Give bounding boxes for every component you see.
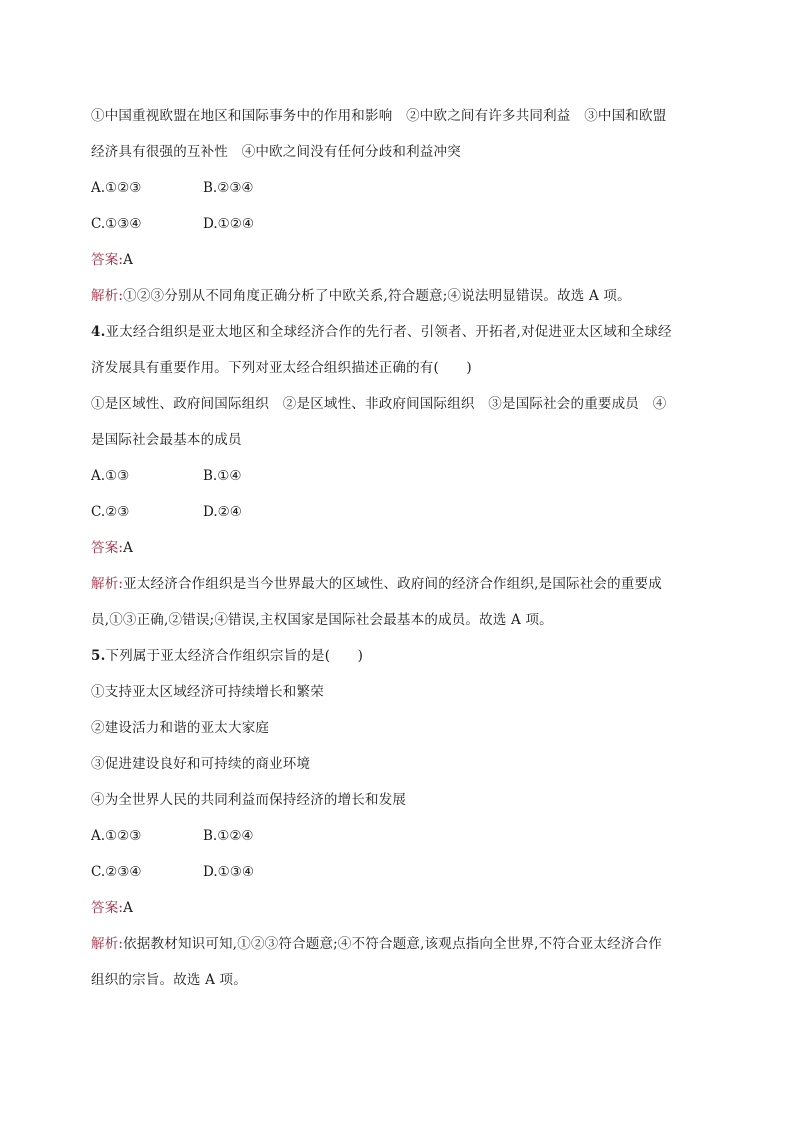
q4-answer-value: A (123, 540, 134, 556)
q4-statements-line-1: ①是区域性、政府间国际组织 ②是区域性、非政府间国际组织 ③是国际社会的重要成员 ④ (91, 396, 667, 412)
q4-analysis-text-1: 亚太经济合作组织是当今世界最大的区域性、政府间的经济合作组织,是国际社会的重要成 (123, 576, 662, 592)
q5-option-d: D.①③④ (203, 864, 254, 880)
q3-answer: 答案:A (91, 252, 134, 268)
q4-stem-line-1 (91, 314, 703, 350)
q5-stem (91, 638, 703, 674)
q4-answer: 答案:A (91, 540, 134, 556)
q5-statement-1: ①支持亚太区域经济可持续增长和繁荣 (91, 684, 324, 700)
q4-options-row-1 (91, 458, 703, 494)
q4-number: 4. (91, 324, 106, 340)
q5-analysis-line-1: 解析:依据教材知识可知,①②③符合题意;④不符合题意,该观点指向全世界,不符合亚太经济合作 (91, 936, 662, 952)
q4-option-d: D.②④ (203, 504, 242, 520)
q3-analysis: 解析:①②③分别从不同角度正确分析了中欧关系,符合题意;④说法明显错误。故选 A 项。 (91, 288, 631, 304)
q5-option-b: B.①②④ (203, 828, 254, 844)
q4-option-a: A.①③ (91, 468, 130, 484)
q3-statements-line-1: ①中国重视欧盟在地区和国际事务中的作用和影响 ②中欧之间有许多共同利益 ③中国和欧盟 (91, 108, 667, 124)
q3-option-a: A.①②③ (91, 180, 142, 196)
document-page (91, 98, 703, 998)
q4-options-row-2 (91, 494, 703, 530)
q5-analysis-label: 解析 (91, 936, 119, 952)
q3-option-b: B.②③④ (203, 180, 254, 196)
q3-option-d: D.①②④ (203, 216, 254, 232)
q5-answer-label: 答案 (91, 900, 119, 916)
q4-stem-text-1: 亚太经合组织是亚太地区和全球经济合作的先行者、引领者、开拓者,对促进亚太区域和全球经 (105, 324, 672, 340)
q4-option-b: B.①④ (203, 468, 242, 484)
q4-answer-label: 答案 (91, 540, 119, 556)
q5-statement-3: ③促进建设良好和可持续的商业环境 (91, 756, 311, 772)
q5-number: 5. (91, 648, 106, 664)
q3-analysis-text: ①②③分别从不同角度正确分析了中欧关系,符合题意;④说法明显错误。故选 A 项。 (123, 288, 631, 304)
q5-analysis-text-1: 依据教材知识可知,①②③符合题意;④不符合题意,该观点指向全世界,不符合亚太经济合作 (123, 936, 662, 952)
q3-options-row-1 (91, 170, 703, 206)
q5-analysis-line-2: 组织的宗旨。故选 A 项。 (91, 972, 247, 988)
q5-options-row-1 (91, 818, 703, 854)
q5-statement-2: ②建设活力和谐的亚太大家庭 (91, 720, 270, 736)
q4-statements-line-2: 是国际社会最基本的成员 (91, 432, 242, 448)
q5-option-a: A.①②③ (91, 828, 142, 844)
q3-options-row-2 (91, 206, 703, 242)
q5-option-c: C.②③④ (91, 864, 142, 880)
q5-stem-text: 下列属于亚太经济合作组织宗旨的是( ) (105, 648, 364, 664)
q4-analysis-label: 解析 (91, 576, 119, 592)
q4-analysis-line-2: 员,①③正确,②错误;④错误,主权国家是国际社会最基本的成员。故选 A 项。 (91, 612, 553, 628)
q3-answer-label: 答案 (91, 252, 119, 268)
q5-options-row-2 (91, 854, 703, 890)
q5-answer: 答案:A (91, 900, 134, 916)
q3-analysis-label: 解析 (91, 288, 119, 304)
q4-analysis-line-1: 解析:亚太经济合作组织是当今世界最大的区域性、政府间的经济合作组织,是国际社会的重要成 (91, 576, 662, 592)
q5-answer-value: A (123, 900, 134, 916)
q4-option-c: C.②③ (91, 504, 130, 520)
q5-statement-4: ④为全世界人民的共同利益而保持经济的增长和发展 (91, 792, 407, 808)
q3-answer-value: A (123, 252, 134, 268)
q3-statements-line-2: 经济具有很强的互补性 ④中欧之间没有任何分歧和利益冲突 (91, 144, 461, 160)
q4-stem-line-2: 济发展具有重要作用。下列对亚太经合组织描述正确的有( ) (91, 360, 472, 376)
q3-option-c: C.①③④ (91, 216, 142, 232)
